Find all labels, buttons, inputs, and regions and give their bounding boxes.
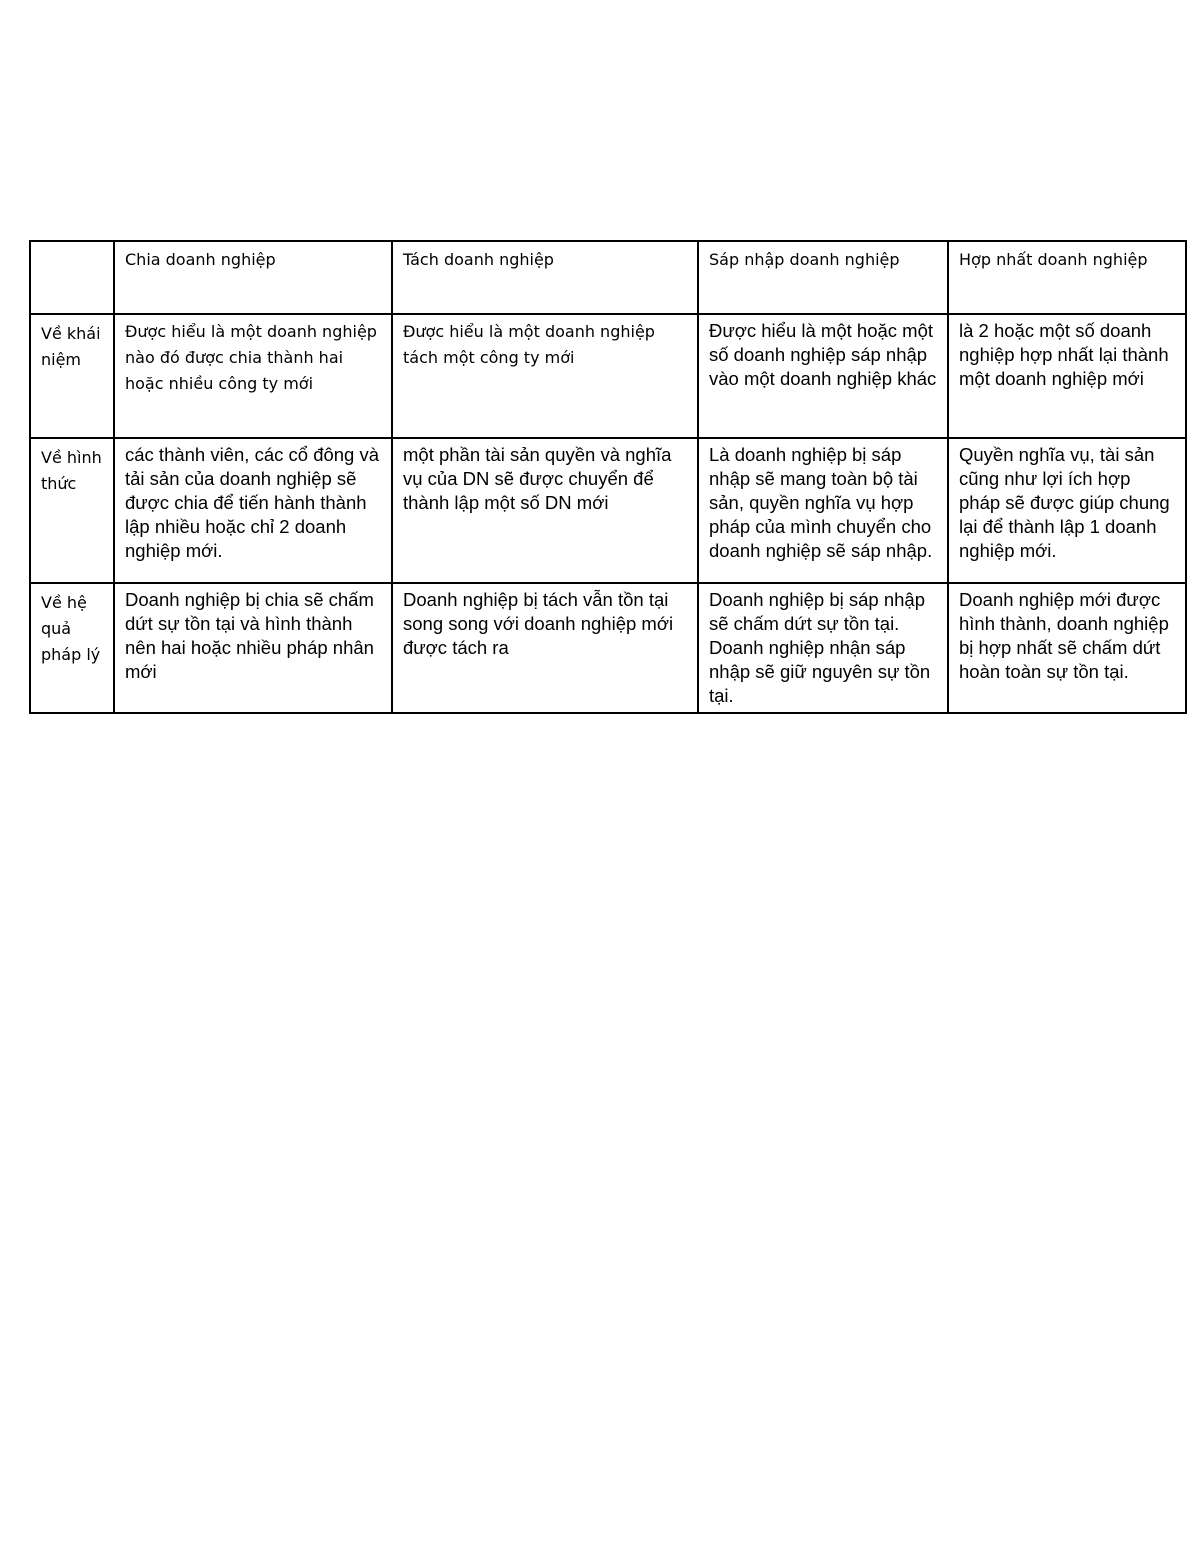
- table-cell: Doanh nghiệp bị chia sẽ chấm dứt sự tồn tại và hình thành nên hai hoặc nhiều pháp nhân mới: [114, 583, 392, 713]
- table-cell: Doanh nghiệp bị sáp nhập sẽ chấm dứt sự tồn tại. Doanh nghiệp nhận sáp nhập sẽ giữ nguyên sự tồn tại.: [698, 583, 948, 713]
- column-header-sap-nhap: Sáp nhập doanh nghiệp: [698, 241, 948, 314]
- table-cell: một phần tài sản quyền và nghĩa vụ của DN sẽ được chuyển để thành lập một số DN mới: [392, 438, 698, 583]
- corner-cell: [30, 241, 114, 314]
- table-cell: Doanh nghiệp bị tách vẫn tồn tại song song với doanh nghiệp mới được tách ra: [392, 583, 698, 713]
- table-row-hinh-thuc: [30, 438, 1186, 583]
- table-cell: Được hiểu là một doanh nghiệp tách một công ty mới: [392, 314, 698, 438]
- table-cell: Được hiểu là một hoặc một số doanh nghiệp sáp nhập vào một doanh nghiệp khác: [698, 314, 948, 438]
- comparison-table: [29, 240, 1187, 714]
- column-header-tach: Tách doanh nghiệp: [392, 241, 698, 314]
- row-header-hinh-thuc: Về hình thức: [30, 438, 114, 583]
- table-row-he-qua-phap-ly: [30, 583, 1186, 713]
- row-header-he-qua-phap-ly: Về hệ quả pháp lý: [30, 583, 114, 713]
- table-row-khai-niem: [30, 314, 1186, 438]
- table-cell: Được hiểu là một doanh nghiệp nào đó được chia thành hai hoặc nhiều công ty mới: [114, 314, 392, 438]
- table-cell: Quyền nghĩa vụ, tài sản cũng như lợi ích hợp pháp sẽ được giúp chung lại để thành lập 1 doanh nghiệp mới.: [948, 438, 1186, 583]
- table-cell: Doanh nghiệp mới được hình thành, doanh nghiệp bị hợp nhất sẽ chấm dứt hoàn toàn sự tồn tại.: [948, 583, 1186, 713]
- row-header-khai-niem: Về khái niệm: [30, 314, 114, 438]
- table-cell: Là doanh nghiệp bị sáp nhập sẽ mang toàn bộ tài sản, quyền nghĩa vụ hợp pháp của mình chuyển cho doanh nghiệp sẽ sáp nhập.: [698, 438, 948, 583]
- table-cell: là 2 hoặc một số doanh nghiệp hợp nhất lại thành một doanh nghiệp mới: [948, 314, 1186, 438]
- table-cell: các thành viên, các cổ đông và tải sản của doanh nghiệp sẽ được chia để tiến hành thành lập nhiều hoặc chỉ 2 doanh nghiệp mới.: [114, 438, 392, 583]
- table-header-row: [30, 241, 1186, 314]
- column-header-chia: Chia doanh nghiệp: [114, 241, 392, 314]
- column-header-hop-nhat: Hợp nhất doanh nghiệp: [948, 241, 1186, 314]
